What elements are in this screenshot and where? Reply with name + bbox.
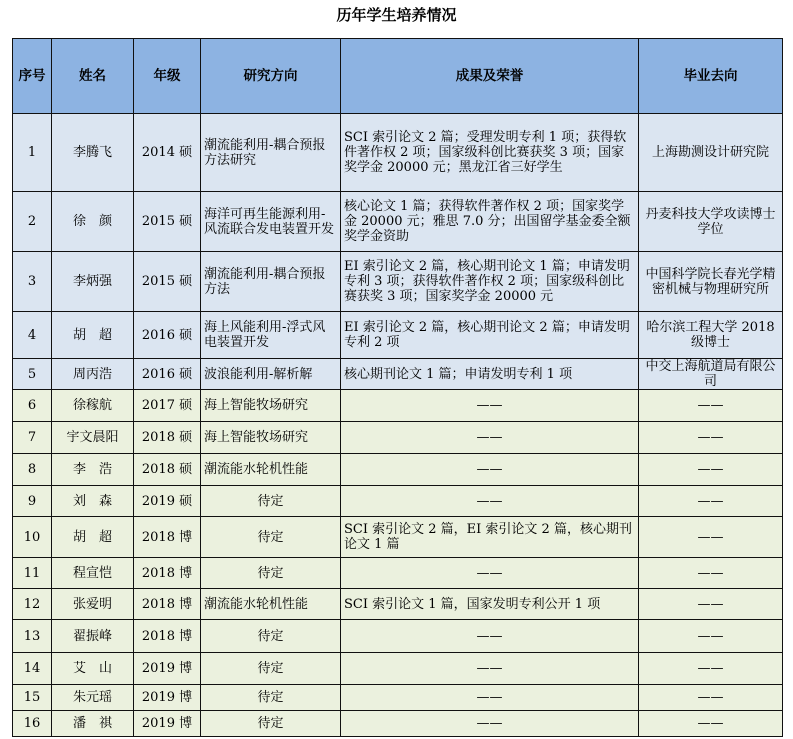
table-row: [13, 558, 783, 589]
cell-name: 翟振峰: [52, 620, 134, 653]
table-row: [13, 620, 783, 653]
cell-achievements: ——: [341, 653, 639, 685]
cell-no: 8: [13, 454, 52, 486]
cell-achievements: ——: [341, 454, 639, 486]
cell-name: 程宣恺: [52, 558, 134, 589]
cell-destination: ——: [639, 517, 783, 558]
cell-grade: 2015 硕: [134, 252, 201, 312]
table-row: [13, 711, 783, 737]
cell-destination: ——: [639, 486, 783, 517]
cell-name: 宇文晨阳: [52, 422, 134, 454]
cell-grade: 2018 博: [134, 589, 201, 620]
header-name: 姓名: [52, 39, 134, 114]
cell-name: 李腾飞: [52, 114, 134, 192]
cell-destination: ——: [639, 422, 783, 454]
cell-achievements: EI 索引论文 2 篇，核心期刊论文 2 篇；申请发明专利 2 项: [341, 312, 639, 359]
cell-achievements: SCI 索引论文 2 篇；受理发明专利 1 项；获得软件著作权 2 项；国家级科创比赛获奖 3 项；国家奖学金 20000 元；黑龙江省三好学生: [341, 114, 639, 192]
cell-no: 15: [13, 685, 52, 711]
cell-grade: 2015 硕: [134, 192, 201, 252]
cell-destination: ——: [639, 711, 783, 737]
cell-destination: 丹麦科技大学攻读博士学位: [639, 192, 783, 252]
cell-grade: 2018 博: [134, 517, 201, 558]
cell-achievements: ——: [341, 620, 639, 653]
cell-grade: 2018 硕: [134, 422, 201, 454]
cell-no: 3: [13, 252, 52, 312]
cell-direction: 海上智能牧场研究: [201, 422, 341, 454]
header-row: [13, 39, 783, 114]
cell-direction: 待定: [201, 685, 341, 711]
cell-name: 李 浩: [52, 454, 134, 486]
cell-no: 1: [13, 114, 52, 192]
header-no: 序号: [13, 39, 52, 114]
cell-achievements: SCI 索引论文 1 篇，国家发明专利公开 1 项: [341, 589, 639, 620]
cell-name: 刘 森: [52, 486, 134, 517]
header-destination: 毕业去向: [639, 39, 783, 114]
cell-no: 12: [13, 589, 52, 620]
cell-direction: 海洋可再生能源利用-风流联合发电装置开发: [201, 192, 341, 252]
cell-name: 艾 山: [52, 653, 134, 685]
cell-direction: 波浪能利用-解析解: [201, 359, 341, 390]
cell-grade: 2017 硕: [134, 390, 201, 422]
table-row: [13, 589, 783, 620]
cell-achievements: ——: [341, 486, 639, 517]
table-row: [13, 517, 783, 558]
cell-direction: 潮流能利用-耦合预报方法: [201, 252, 341, 312]
cell-grade: 2016 硕: [134, 359, 201, 390]
header-direction: 研究方向: [201, 39, 341, 114]
cell-direction: 待定: [201, 517, 341, 558]
cell-direction: 海上风能利用-浮式风电装置开发: [201, 312, 341, 359]
cell-direction: 待定: [201, 620, 341, 653]
table-row: [13, 252, 783, 312]
cell-destination: 中国科学院长春光学精密机械与物理研究所: [639, 252, 783, 312]
cell-direction: 潮流能水轮机性能: [201, 454, 341, 486]
cell-no: 5: [13, 359, 52, 390]
cell-grade: 2019 博: [134, 653, 201, 685]
table-row: [13, 114, 783, 192]
cell-direction: 待定: [201, 486, 341, 517]
cell-grade: 2016 硕: [134, 312, 201, 359]
cell-no: 13: [13, 620, 52, 653]
cell-grade: 2019 博: [134, 711, 201, 737]
table-row: [13, 390, 783, 422]
cell-grade: 2018 博: [134, 558, 201, 589]
cell-direction: 待定: [201, 558, 341, 589]
table-row: [13, 454, 783, 486]
cell-no: 7: [13, 422, 52, 454]
cell-grade: 2019 硕: [134, 486, 201, 517]
cell-grade: 2018 硕: [134, 454, 201, 486]
cell-no: 6: [13, 390, 52, 422]
cell-destination: ——: [639, 653, 783, 685]
page-title: 历年学生培养情况: [336, 6, 457, 24]
cell-achievements: EI 索引论文 2 篇，核心期刊论文 1 篇；申请发明专利 3 项；获得软件著作权 2 项；国家级科创比赛获奖 3 项；国家奖学金 20000 元: [341, 252, 639, 312]
cell-destination: ——: [639, 558, 783, 589]
cell-no: 11: [13, 558, 52, 589]
cell-direction: 待定: [201, 711, 341, 737]
header-grade: 年级: [134, 39, 201, 114]
cell-name: 周丙浩: [52, 359, 134, 390]
cell-direction: 潮流能利用-耦合预报方法研究: [201, 114, 341, 192]
table-row: [13, 312, 783, 359]
cell-name: 徐 颜: [52, 192, 134, 252]
cell-name: 张爱明: [52, 589, 134, 620]
cell-no: 14: [13, 653, 52, 685]
cell-no: 9: [13, 486, 52, 517]
cell-direction: 待定: [201, 653, 341, 685]
cell-name: 朱元瑶: [52, 685, 134, 711]
cell-achievements: ——: [341, 558, 639, 589]
table-row: [13, 653, 783, 685]
header-achievements: 成果及荣誉: [341, 39, 639, 114]
cell-direction: 潮流能水轮机性能: [201, 589, 341, 620]
cell-achievements: ——: [341, 390, 639, 422]
cell-achievements: 核心论文 1 篇；获得软件著作权 2 项；国家奖学金 20000 元；雅思 7.0 分；出国留学基金委全额奖学金资助: [341, 192, 639, 252]
cell-achievements: SCI 索引论文 2 篇，EI 索引论文 2 篇，核心期刊论文 1 篇: [341, 517, 639, 558]
cell-grade: 2019 博: [134, 685, 201, 711]
cell-destination: ——: [639, 454, 783, 486]
cell-achievements: ——: [341, 711, 639, 737]
cell-achievements: 核心期刊论文 1 篇；申请发明专利 1 项: [341, 359, 639, 390]
cell-destination: ——: [639, 589, 783, 620]
cell-destination: ——: [639, 685, 783, 711]
cell-achievements: ——: [341, 422, 639, 454]
cell-no: 4: [13, 312, 52, 359]
cell-no: 16: [13, 711, 52, 737]
student-table: [12, 38, 783, 737]
cell-achievements: ——: [341, 685, 639, 711]
cell-name: 潘 祺: [52, 711, 134, 737]
table-row: [13, 486, 783, 517]
cell-grade: 2018 博: [134, 620, 201, 653]
table-row: [13, 685, 783, 711]
cell-name: 李炳强: [52, 252, 134, 312]
cell-no: 10: [13, 517, 52, 558]
cell-destination: ——: [639, 390, 783, 422]
cell-destination: 哈尔滨工程大学 2018 级博士: [639, 312, 783, 359]
cell-name: 胡 超: [52, 517, 134, 558]
cell-destination: ——: [639, 620, 783, 653]
table-row: [13, 359, 783, 390]
table-row: [13, 192, 783, 252]
cell-grade: 2014 硕: [134, 114, 201, 192]
cell-name: 胡 超: [52, 312, 134, 359]
cell-no: 2: [13, 192, 52, 252]
cell-name: 徐稼航: [52, 390, 134, 422]
cell-destination: 上海勘测设计研究院: [639, 114, 783, 192]
cell-direction: 海上智能牧场研究: [201, 390, 341, 422]
cell-destination: 中交上海航道局有限公司: [639, 359, 783, 390]
table-row: [13, 422, 783, 454]
